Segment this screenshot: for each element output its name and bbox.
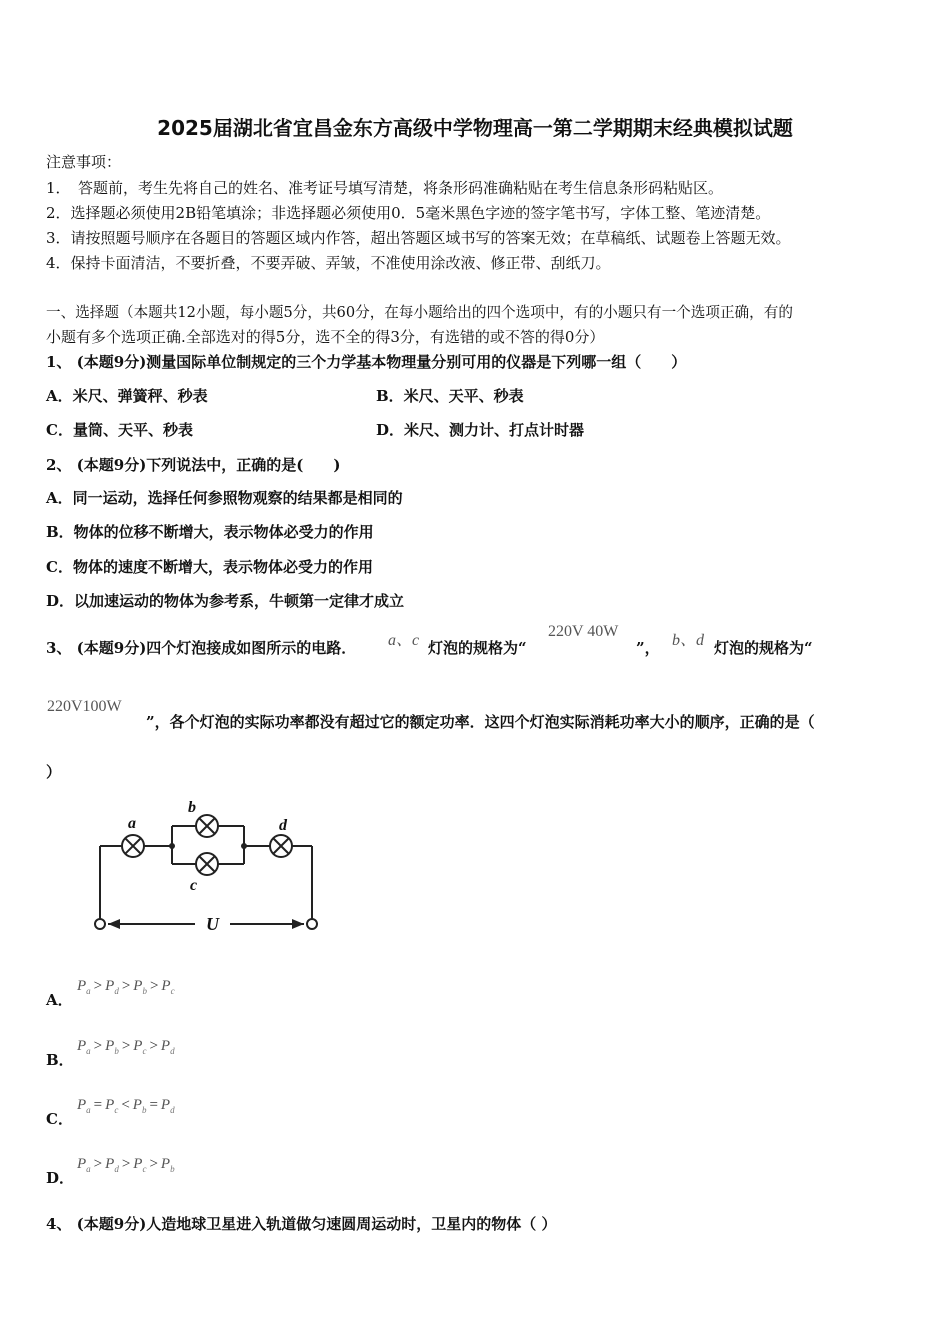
notice-item-3: 3．请按照题号顺序在各题目的答题区域内作答，超出答题区域书写的答案无效；在草稿纸、试题卷上答题无效。 [46,229,791,247]
notice-item-1: 1． 答题前，考生先将自己的姓名、准考证号填写清楚，将条形码准确粘贴在考生信息条形码粘贴区。 [46,179,724,197]
terminal-right [307,919,317,929]
q3-option-c-formula: $P_a = P_c < P_b = P_d$ [77,1097,175,1115]
lamp-d-label: d [279,817,287,834]
q3-bd-label: b、d [672,632,705,649]
q1-option-a: A．米尺、弹簧秤、秒表 [46,387,208,405]
voltage-label: U [206,914,219,934]
q1-option-b: B．米尺、天平、秒表 [376,387,524,405]
q2-option-a: A．同一运动，选择任何参照物观察的结果都是相同的 [46,489,403,507]
section-instructions-line1: 一、选择题（本题共12小题，每小题5分，共60分，在每小题给出的四个选项中，有的小题只有一个选项正确，有的 [46,304,793,321]
arrow-left-icon [108,919,120,929]
terminal-left [95,919,105,929]
q3-stem-end: ） [46,763,62,781]
q3-option-a-formula: $P_a > P_d > P_b > P_c$ [77,978,175,996]
q3-ac-label: a、c [388,632,420,649]
q3-option-b-formula: $P_a > P_b > P_c > P_d$ [77,1038,175,1056]
q2-stem: 2、 (本题9分)下列说法中，正确的是( ) [46,456,341,474]
q3-spec-bd: 220V100W [47,698,122,715]
q4-stem: 4、 (本题9分)人造地球卫星进入轨道做匀速圆周运动时，卫星内的物体（ ） [46,1215,557,1233]
arrow-right-icon [292,919,304,929]
q1-stem: 1、 (本题9分)测量国际单位制规定的三个力学基本物理量分别可用的仪器是下列哪一组（ ） [46,353,687,371]
q3-stem-pre: 3、 (本题9分)四个灯泡接成如图所示的电路． [46,639,357,657]
section-instructions-line2: 小题有多个选项正确.全部选对的得5分，选不全的得3分，有选错的或不答的得0分） [46,328,605,346]
q3-option-b-label: B． [46,1051,74,1069]
q1-option-d: D．米尺、测力计、打点计时器 [376,421,585,439]
q3-option-a-label: A． [46,991,73,1009]
q1-option-c: C．量筒、天平、秒表 [46,421,193,439]
q3-option-d-formula: $P_a > P_d > P_c > P_b$ [77,1156,175,1174]
q3-option-d-label: D． [46,1169,75,1187]
q2-option-c: C．物体的速度不断增大，表示物体必受力的作用 [46,558,373,576]
q3-stem-post: ”，各个灯泡的实际功率都没有超过它的额定功率．这四个灯泡实际消耗功率大小的顺序，正确的是（ [146,713,815,731]
q3-option-c-label: C． [46,1110,73,1128]
notice-heading: 注意事项： [46,153,122,171]
q3-stem-mid1: 灯泡的规格为“ [428,639,527,657]
q2-option-d: D．以加速运动的物体为参考系，牛顿第一定律才成立 [46,592,405,610]
q3-spec-ac: 220V 40W [548,623,619,640]
page-title: 2025届湖北省宜昌金东方高级中学物理高一第二学期期末经典模拟试题 [157,116,793,140]
q3-stem-mid2: ”， [636,639,660,657]
circuit-diagram [60,796,330,946]
notice-item-4: 4．保持卡面清洁，不要折叠，不要弄破、弄皱，不准使用涂改液、修正带、刮纸刀。 [46,254,611,272]
q3-stem-mid3: 灯泡的规格为“ [714,639,813,657]
lamp-b-label: b [188,799,196,816]
lamp-a-label: a [128,815,136,832]
notice-item-2: 2．选择题必须使用2B铅笔填涂；非选择题必须使用0．5毫米黑色字迹的签字笔书写，字体工整、笔迹清楚。 [46,204,771,222]
lamp-c-label: c [190,877,198,894]
q2-option-b: B．物体的位移不断增大，表示物体必受力的作用 [46,523,374,541]
